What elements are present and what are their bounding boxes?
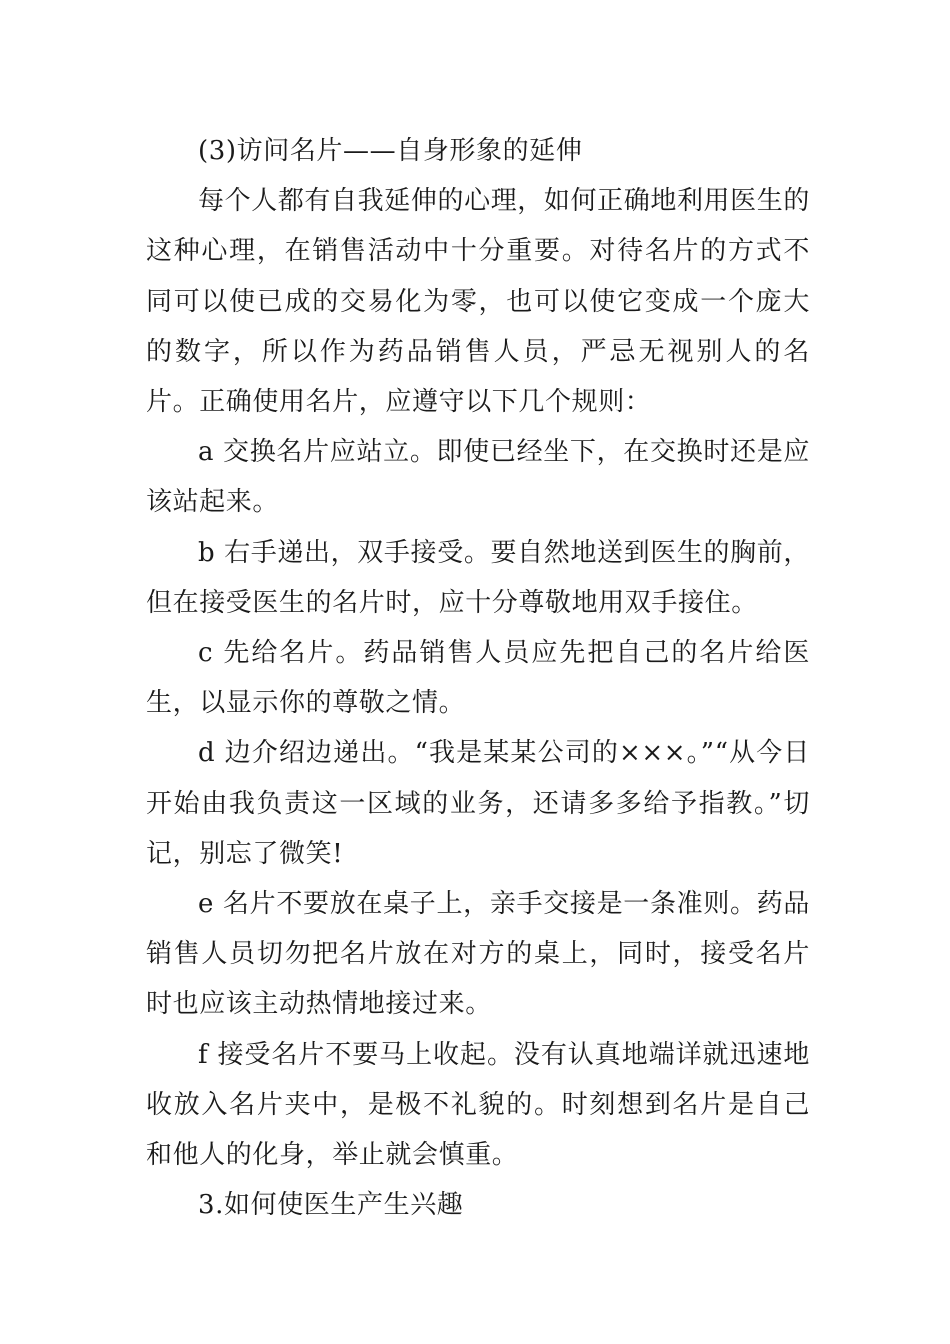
rule-a: a 交换名片应站立。即使已经坐下，在交换时还是应该站起来。 [146,437,810,518]
paragraph-intro: 每个人都有自我延伸的心理，如何正确地利用医生的这种心理，在销售活动中十分重要。对待名片的方式不同可以使已成的交易化为零，也可以使它变成一个庞大的数字，所以作为药品销售人员，严忌无视别人的名片。正确使用名片，应遵守以下几个规则： [146,186,810,418]
section-heading-interest: 3.如何使医生产生兴趣 [198,1190,464,1221]
rule-d: d 边介绍边递出。“我是某某公司的×××。”“从今日开始由我负责这一区域的业务，还请多多给予指教。”切记，别忘了微笑! [146,738,810,869]
rule-b: b 右手递出，双手接受。要自然地送到医生的胸前，但在接受医生的名片时，应十分尊敬地用双手接住。 [146,537,810,618]
rule-c: c 先给名片。药品销售人员应先把自己的名片给医生，以显示你的尊敬之情。 [146,638,810,719]
rule-e: e 名片不要放在桌子上，亲手交接是一条准则。药品销售人员切勿把名片放在对方的桌上，同时，接受名片时也应该主动热情地接过来。 [146,889,810,1020]
document-body [146,126,810,1230]
rule-f: f 接受名片不要马上收起。没有认真地端详就迅速地收放入名片夹中，是极不礼貌的。时刻想到名片是自己和他人的化身，举止就会慎重。 [146,1039,810,1171]
section-heading-business-card: (3)访问名片——自身形象的延伸 [198,136,583,166]
